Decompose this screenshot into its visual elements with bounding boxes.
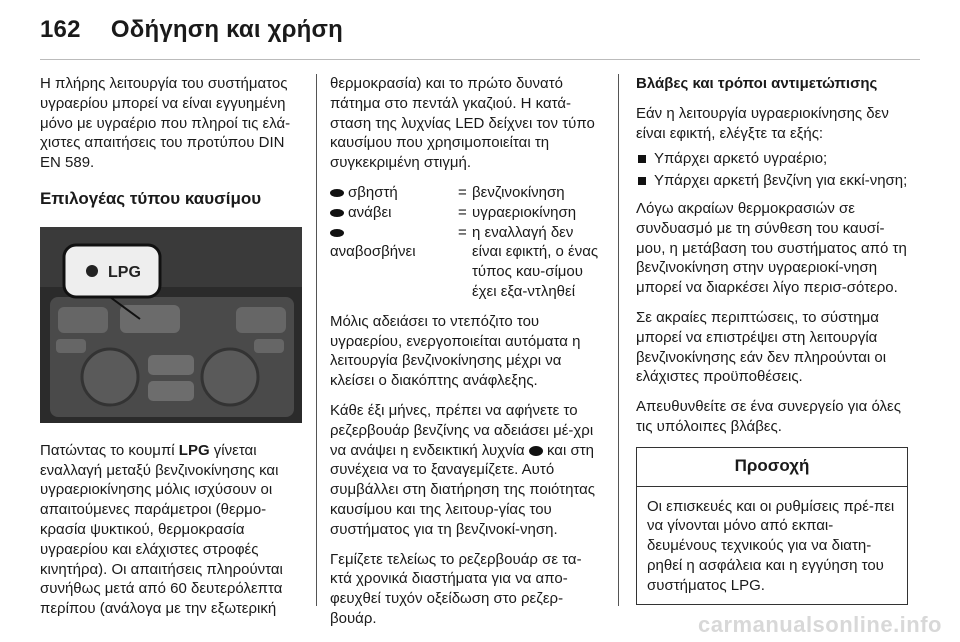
caption-post: γίνεται εναλλαγή μεταξύ βενζινοκίνησης και υγραεριοκίνησης μόλις ισχύσουν οι απαιτούμενες παράμετροι (θερμο-κρασία ψυκτικού, θερμοκρασία υγραερίου και ελάχιστες στροφές κινητήρα). Οι απαιτήσεις πληρούνται συνήθως μετά από 60 δευτερόλεπτα περίπου (ανάλογα με την εξωτερική <box>40 441 283 618</box>
column-1 <box>40 74 302 629</box>
equals-sign: = <box>458 223 467 241</box>
refill-paragraph: Γεμίζετε τελείως το ρεζερβουάρ σε τα-κτά χρονικά διαστήματα για να απο-φευχθεί τυχόν οξείδωση στο ρεζερ-βουάρ. <box>330 550 582 627</box>
caption-bold: LPG <box>178 441 210 459</box>
workshop-paragraph: Απευθυνθείτε σε ένα συνεργείο για όλες τις υπόλοιπες βλάβες. <box>636 398 901 435</box>
led-meaning: υγραεριοκίνηση <box>472 203 577 221</box>
header-rule <box>40 59 920 60</box>
led-state: σβηστή <box>348 183 398 201</box>
column-divider-1 <box>316 74 317 606</box>
faults-intro: Εάν η λειτουργία υγραεριοκίνησης δεν είναι εφικτή, ελέγξτε τα εξής: <box>636 104 889 142</box>
six-months-post: και στη συνέχεια να το ξαναγεμίζετε. Αυτό συμβάλλει στη διατήρηση της ποιότητας καυσίμου και της λειτουρ-γίας του συστήματος για τη βενζινοκί-νηση. <box>330 441 596 538</box>
led-state: αναβοσβήνει <box>330 243 416 261</box>
watermark: carmanualsonline.info <box>698 612 942 637</box>
indicator-lamp-icon <box>330 189 344 197</box>
equals-sign: = <box>458 183 467 201</box>
caption-pre: Πατώντας το κουμπί <box>40 441 179 459</box>
caution-body: Οι επισκευές και οι ρυθμίσεις πρέ-πει να γίνονται μόνο από εκπαι-δευμένους τεχνικούς για να διατη-ρηθεί η ασφάλεια και η εγγύηση του συστήματος LPG. <box>647 497 895 594</box>
led-meaning: βενζινοκίνηση <box>472 183 565 201</box>
page-number: 162 <box>40 16 81 43</box>
caution-box <box>636 447 908 605</box>
list-item: Υπάρχει αρκετό υγραέριο; <box>636 149 908 169</box>
led-meaning: η εναλλαγή δεν είναι εφικτή, ο ένας τύπος καυ-σίμου έχει εξα-ντληθεί <box>472 223 599 300</box>
intro-paragraph: Η πλήρης λειτουργία του συστήματος υγραερίου μπορεί να είναι εγγυημένη μόνο με υγραέριο που πληροί τις ελά-χιστες απαιτήσεις του προτύπου DIN EN 589. <box>40 75 291 172</box>
column-2 <box>330 74 602 639</box>
table-row <box>330 203 602 223</box>
indicator-lamp-icon <box>330 209 344 217</box>
lpg-button-photo <box>40 227 302 423</box>
page-title: Οδήγηση και χρήση <box>110 16 343 43</box>
caption-paragraph <box>40 441 302 619</box>
led-state: ανάβει <box>348 203 392 221</box>
faults-subheading: Βλάβες και τρόποι αντιμετώπισης <box>636 75 878 92</box>
six-months-paragraph <box>330 401 602 540</box>
extreme-cases-paragraph: Σε ακραίες περιπτώσεις, το σύστημα μπορεί να επιστρέψει στη λειτουργία βενζινοκίνησης εάν δεν πληρούνται οι ελάχιστες προϋποθέσεις. <box>636 308 887 386</box>
extreme-temp-paragraph: Λόγω ακραίων θερμοκρασιών σε συνδυασμό με τη σύνθεση του καυσί-μου, η μετάβαση του συστήματος από τη βενζινοκίνηση στην υγραεριοκί-νηση μπορεί να διαρκέσει λίγο περισ-σότερο. <box>636 199 907 297</box>
equals-sign: = <box>458 203 467 221</box>
section-heading: Επιλογέας τύπου καυσίμου <box>40 188 262 208</box>
caution-title: Προσοχή <box>637 448 907 487</box>
column-3 <box>636 74 908 605</box>
led-status-table <box>330 183 602 302</box>
indicator-lamp-icon <box>330 229 344 237</box>
continuation-paragraph: θερμοκρασία) και το πρώτο δυνατό πάτημα στο πεντάλ γκαζιού. Η κατά-σταση της λυχνίας LED δείχνει τον τύπο καυσίμου που χρησιμοποιείται τη συγκεκριμένη στιγμή. <box>330 75 595 172</box>
six-months-pre: Κάθε έξι μήνες, πρέπει να αφήνετε το ρεζερβουάρ βενζίνης να αδειάσει μέ-χρι να ανάψει η ενδεικτική λυχνία <box>330 401 594 459</box>
page-header <box>40 16 343 44</box>
tank-empty-paragraph: Μόλις αδειάσει το ντεπόζιτο του υγραερίου, ενεργοποιείται αυτόματα η λειτουργία βενζινοκίνησης μέχρι να κλείσει ο διακόπτης ανάφλεξης. <box>330 312 581 390</box>
indicator-lamp-icon <box>529 446 543 456</box>
table-row <box>330 183 602 203</box>
list-item: Υπάρχει αρκετή βενζίνη για εκκί-νηση; <box>636 171 908 191</box>
check-list <box>636 149 908 191</box>
photo-lpg-label: LPG <box>108 263 141 281</box>
column-divider-2 <box>618 74 619 606</box>
table-row <box>330 223 602 302</box>
